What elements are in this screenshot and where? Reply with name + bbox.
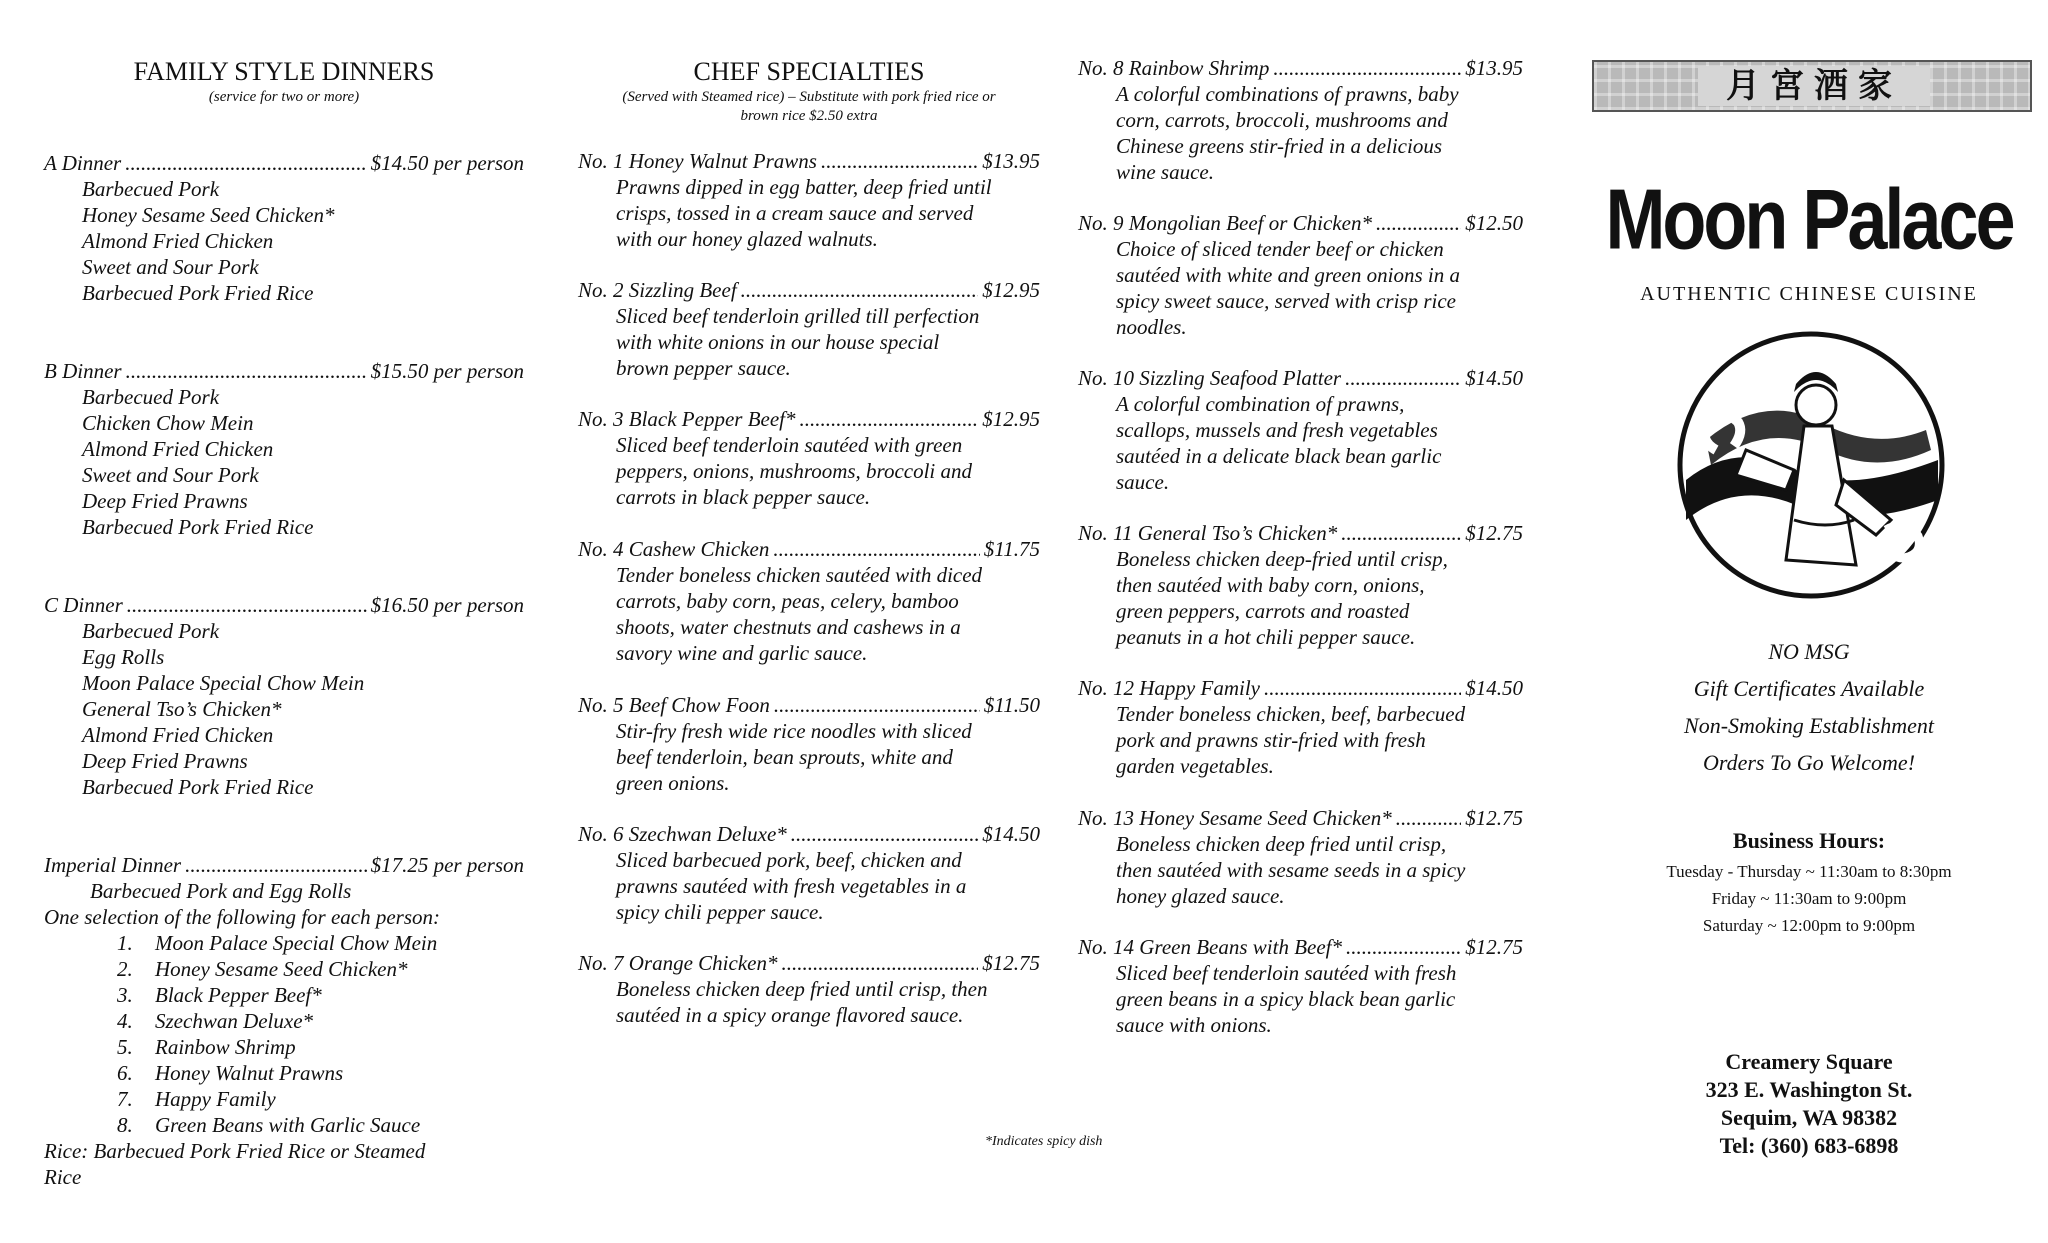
rice-line: Rice bbox=[44, 1165, 82, 1189]
dinner-b bbox=[44, 358, 524, 540]
specialty-description: Boneless chicken deep-fried until crisp, bbox=[1116, 547, 1448, 571]
dinner-c bbox=[44, 592, 524, 800]
specialty-description: beef tenderloin, bean sprouts, white and bbox=[616, 745, 953, 769]
specialty-item bbox=[1078, 365, 1523, 495]
business-hours: Tuesday - Thursday ~ 11:30am to 8:30pm Friday ~ 11:30am to 9:00pm Saturday ~ 12:00pm to 9:00pm bbox=[1666, 862, 1952, 935]
specialty-description: green beans in a spicy black bean garlic bbox=[1116, 987, 1456, 1011]
specialty-item bbox=[578, 277, 1040, 381]
dinner-item: Deep Fried Prawns bbox=[82, 749, 248, 773]
specialty-item bbox=[578, 406, 1040, 510]
specialty-item bbox=[1078, 520, 1523, 650]
tagline: AUTHENTIC CHINESE CUISINE bbox=[1640, 283, 1978, 305]
specialty-description: garden vegetables. bbox=[1116, 754, 1274, 778]
dinner-price: $17.25 per person bbox=[370, 853, 524, 877]
dinner-item: Egg Rolls bbox=[82, 645, 165, 669]
specialty-description: sauce. bbox=[1116, 470, 1170, 494]
specialty-item bbox=[578, 536, 1040, 666]
family-dinners-subtitle: (service for two or more) bbox=[208, 89, 360, 105]
specialty-item bbox=[1078, 210, 1523, 340]
restaurant-name: Moon Palace bbox=[1605, 172, 2013, 268]
specialty-description: spicy sweet sauce, served with crisp rice bbox=[1116, 289, 1456, 313]
specialty-description: savory wine and garlic sauce. bbox=[616, 641, 868, 665]
specialty-description: Sliced beef tenderloin grilled till perfection bbox=[616, 304, 980, 328]
specialty-price: $14.50 bbox=[1465, 366, 1523, 390]
choice-item: 5. Rainbow Shrimp bbox=[117, 1035, 296, 1059]
specialty-name: No. 12 Happy Family bbox=[1078, 676, 1260, 700]
specialty-description: wine sauce. bbox=[1116, 160, 1214, 184]
dinner-item: Sweet and Sour Pork bbox=[82, 463, 259, 487]
specialty-name: No. 2 Sizzling Beef bbox=[578, 278, 737, 302]
specialty-price: $11.75 bbox=[983, 537, 1040, 561]
specialty-description: green peppers, carrots and roasted bbox=[1116, 599, 1410, 623]
dinner-item: Almond Fried Chicken bbox=[82, 723, 274, 747]
specialty-item bbox=[1078, 805, 1523, 909]
address-line: Creamery Square bbox=[1725, 1049, 1893, 1074]
selection-label: One selection of the following for each person: bbox=[44, 905, 441, 929]
address-line: Sequim, WA 98382 bbox=[1720, 1105, 1898, 1130]
choice-item: 3. Black Pepper Beef* bbox=[117, 983, 322, 1007]
dinner-price: $15.50 per person bbox=[370, 359, 524, 383]
moon-lady-emblem-icon bbox=[1676, 330, 1946, 600]
family-dinners-title: FAMILY STYLE DINNERS bbox=[133, 57, 435, 86]
dinner-item: Almond Fried Chicken bbox=[82, 437, 274, 461]
choice-item: 8. Green Beans with Garlic Sauce bbox=[117, 1113, 421, 1137]
specialty-name: No. 5 Beef Chow Foon bbox=[578, 693, 770, 717]
specialty-item bbox=[578, 950, 1040, 1028]
specialty-description: brown pepper sauce. bbox=[616, 356, 791, 380]
specialty-name: No. 11 General Tso’s Chicken* bbox=[1078, 521, 1338, 545]
business-hours-title: Business Hours: bbox=[1732, 828, 1886, 853]
info-orders-to-go: Orders To Go Welcome! bbox=[1702, 750, 1916, 775]
specialty-description: prawns sautéed with fresh vegetables in a bbox=[616, 874, 967, 898]
dinner-item: Honey Sesame Seed Chicken* bbox=[82, 203, 335, 227]
dinner-item: Barbecued Pork Fried Rice bbox=[82, 515, 314, 539]
dinner-item: Almond Fried Chicken bbox=[82, 229, 274, 253]
dinner-item: Barbecued Pork bbox=[82, 619, 220, 643]
specialty-description: noodles. bbox=[1116, 315, 1187, 339]
specialty-description: peanuts in a hot chili pepper sauce. bbox=[1116, 625, 1416, 649]
specialty-item bbox=[578, 148, 1040, 252]
specialty-name: No. 3 Black Pepper Beef* bbox=[578, 407, 796, 431]
specialty-description: Prawns dipped in egg batter, deep fried until bbox=[616, 175, 992, 199]
specialty-price: $12.75 bbox=[1465, 935, 1523, 959]
specialty-description: pork and prawns stir-fried with fresh bbox=[1116, 728, 1426, 752]
dinner-item: Barbecued Pork and Egg Rolls bbox=[90, 879, 352, 903]
chinese-logo-banner bbox=[1592, 60, 2032, 112]
specialty-description: Tender boneless chicken, beef, barbecued bbox=[1116, 702, 1466, 726]
specialty-item bbox=[1078, 55, 1523, 185]
dinner-item: Barbecued Pork bbox=[82, 385, 220, 409]
info-no-msg: NO MSG bbox=[1768, 639, 1850, 664]
specialty-name: No. 10 Sizzling Seafood Platter bbox=[1078, 366, 1342, 390]
chef-specialties-title: CHEF SPECIALTIES bbox=[693, 57, 925, 86]
specialty-description: honey glazed sauce. bbox=[1116, 884, 1285, 908]
specialty-description: Sliced beef tenderloin sautéed with green bbox=[616, 433, 963, 457]
info-gift-certificates: Gift Certificates Available bbox=[1693, 676, 1925, 701]
spicy-footnote: *Indicates spicy dish bbox=[985, 1134, 1103, 1149]
specialty-item bbox=[578, 821, 1040, 925]
choice-item: 6. Honey Walnut Prawns bbox=[117, 1061, 344, 1085]
dinner-name: B Dinner bbox=[44, 359, 122, 383]
specialty-price: $13.95 bbox=[982, 149, 1040, 173]
specialty-description: Sliced barbecued pork, beef, chicken and bbox=[616, 848, 962, 872]
dinner-item: Sweet and Sour Pork bbox=[82, 255, 259, 279]
specialty-price: $14.50 bbox=[1465, 676, 1523, 700]
specialty-description: scallops, mussels and fresh vegetables bbox=[1116, 418, 1438, 442]
specialty-name: No. 13 Honey Sesame Seed Chicken* bbox=[1078, 806, 1392, 830]
specialty-price: $12.75 bbox=[1465, 521, 1523, 545]
specialty-description: Boneless chicken deep fried until crisp, bbox=[1116, 832, 1447, 856]
specialty-description: with white onions in our house special bbox=[616, 330, 940, 354]
specialty-price: $12.95 bbox=[982, 407, 1040, 431]
dinner-imperial bbox=[44, 852, 524, 1190]
dinner-item: Moon Palace Special Chow Mein bbox=[82, 671, 365, 695]
specialty-name: No. 7 Orange Chicken* bbox=[578, 951, 778, 975]
specialty-description: green onions. bbox=[616, 771, 730, 795]
specialty-description: peppers, onions, mushrooms, broccoli and bbox=[616, 459, 973, 483]
specialty-name: No. 4 Cashew Chicken bbox=[578, 537, 770, 561]
specialty-item bbox=[578, 692, 1040, 796]
specialty-price: $14.50 bbox=[982, 822, 1040, 846]
specialty-description: A colorful combinations of prawns, baby bbox=[1116, 82, 1459, 106]
specialty-name: No. 9 Mongolian Beef or Chicken* bbox=[1078, 211, 1372, 235]
specialty-description: sauce with onions. bbox=[1116, 1013, 1272, 1037]
dinner-item: Deep Fried Prawns bbox=[82, 489, 248, 513]
dinner-price: $16.50 per person bbox=[370, 593, 524, 617]
rice-line: Rice: Barbecued Pork Fried Rice or Steamed bbox=[44, 1139, 426, 1163]
dinner-a bbox=[44, 150, 524, 306]
specialty-description: sautéed with white and green onions in a bbox=[1116, 263, 1460, 287]
specialty-description: Stir-fry fresh wide rice noodles with sliced bbox=[616, 719, 972, 743]
specialty-description: with our honey glazed walnuts. bbox=[616, 227, 878, 251]
chef-specialties-subtitle: (Served with Steamed rice) – Substitute with pork fried rice or brown rice $2.50 extra bbox=[622, 89, 996, 124]
specialty-description: Boneless chicken deep fried until crisp, then bbox=[616, 977, 988, 1001]
specialty-description: A colorful combination of prawns, bbox=[1116, 392, 1405, 416]
info-non-smoking: Non-Smoking Establishment bbox=[1684, 713, 1934, 738]
choice-item: 7. Happy Family bbox=[117, 1087, 276, 1111]
address-line: 323 E. Washington St. bbox=[1705, 1077, 1913, 1102]
dinner-name: A Dinner bbox=[44, 151, 122, 175]
specialty-price: $13.95 bbox=[1465, 56, 1523, 80]
specialty-description: Tender boneless chicken sautéed with diced bbox=[616, 563, 983, 587]
dinner-name: C Dinner bbox=[44, 593, 123, 617]
specialty-description: Sliced beef tenderloin sautéed with fresh bbox=[1116, 961, 1457, 985]
dinner-name: Imperial Dinner bbox=[44, 853, 182, 877]
specialty-description: Chinese greens stir-fried in a delicious bbox=[1116, 134, 1443, 158]
specialty-description: crisps, tossed in a cream sauce and served bbox=[616, 201, 974, 225]
dinner-item: Barbecued Pork Fried Rice bbox=[82, 775, 314, 799]
dinner-item: Barbecued Pork Fried Rice bbox=[82, 281, 314, 305]
specialty-price: $12.75 bbox=[982, 951, 1040, 975]
specialty-description: corn, carrots, broccoli, mushrooms and bbox=[1116, 108, 1448, 132]
chinese-name: 月宮酒家 bbox=[1698, 66, 1930, 106]
dinner-price: $14.50 per person bbox=[370, 151, 524, 175]
specialty-name: No. 14 Green Beans with Beef* bbox=[1078, 935, 1343, 959]
phone-number: Tel: (360) 683-6898 bbox=[1719, 1133, 1899, 1158]
specialty-name: No. 6 Szechwan Deluxe* bbox=[578, 822, 787, 846]
choice-item: 4. Szechwan Deluxe* bbox=[117, 1009, 314, 1033]
dinner-item: General Tso’s Chicken* bbox=[82, 697, 282, 721]
specialty-description: spicy chili pepper sauce. bbox=[616, 900, 824, 924]
choice-item: 1. Moon Palace Special Chow Mein bbox=[117, 931, 438, 955]
address-block bbox=[1584, 1048, 2034, 1160]
specialty-name: No. 1 Honey Walnut Prawns bbox=[578, 149, 817, 173]
specialty-description: sautéed in a spicy orange flavored sauce. bbox=[616, 1003, 964, 1027]
specialty-description: then sautéed with baby corn, onions, bbox=[1116, 573, 1425, 597]
specialty-description: carrots, baby corn, peas, celery, bamboo bbox=[616, 589, 959, 613]
specialty-description: sautéed in a delicate black bean garlic bbox=[1116, 444, 1442, 468]
choice-item: 2. Honey Sesame Seed Chicken* bbox=[117, 957, 408, 981]
dinner-item: Barbecued Pork bbox=[82, 177, 220, 201]
specialty-price: $11.50 bbox=[983, 693, 1040, 717]
specialty-price: $12.75 bbox=[1465, 806, 1523, 830]
specialty-item bbox=[1078, 934, 1523, 1038]
specialty-name: No. 8 Rainbow Shrimp bbox=[1078, 56, 1270, 80]
specialty-item bbox=[1078, 675, 1523, 779]
specialty-price: $12.95 bbox=[982, 278, 1040, 302]
specialty-description: Choice of sliced tender beef or chicken bbox=[1116, 237, 1444, 261]
specialty-description: carrots in black pepper sauce. bbox=[616, 485, 871, 509]
specialty-description: then sautéed with sesame seeds in a spicy bbox=[1116, 858, 1466, 882]
specialty-description: shoots, water chestnuts and cashews in a bbox=[616, 615, 961, 639]
dinner-item: Chicken Chow Mein bbox=[82, 411, 254, 435]
specialty-price: $12.50 bbox=[1465, 211, 1523, 235]
